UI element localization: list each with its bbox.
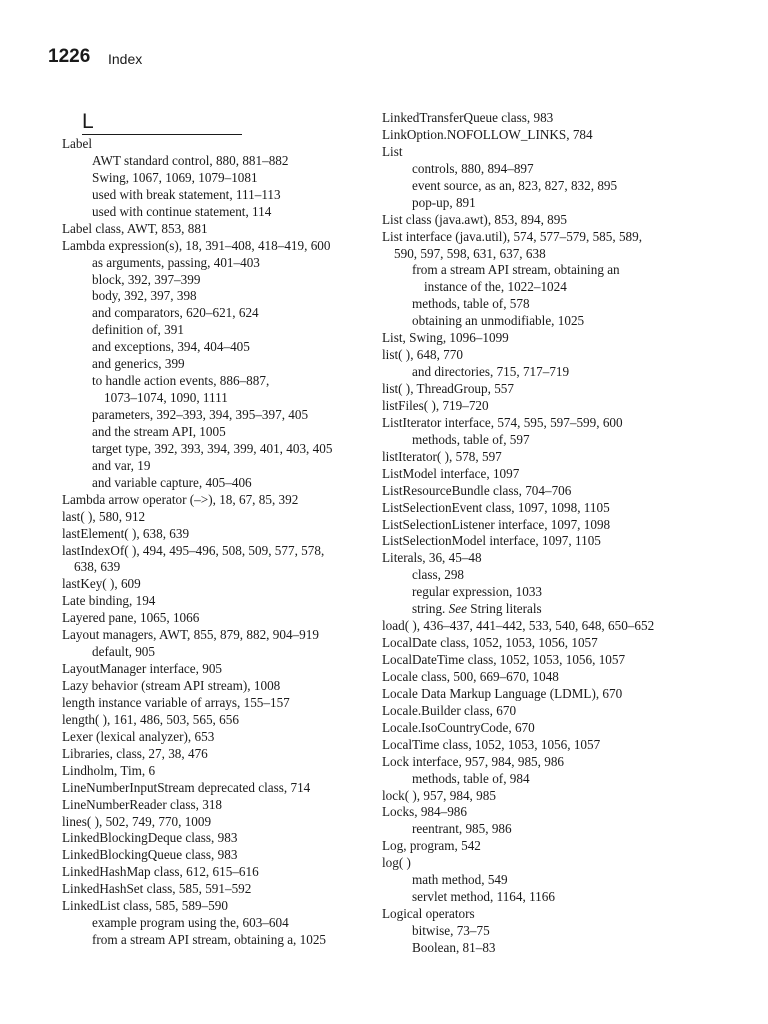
index-entry <box>62 136 362 153</box>
entry-text: Layered pane, 1065, 1066 <box>62 610 200 626</box>
index-entry <box>382 754 712 771</box>
entry-text: example program using the, 603–604 <box>92 915 289 931</box>
entry-text: instance of the, 1022–1024 <box>424 279 567 295</box>
entry-text: ListIterator interface, 574, 595, 597–599, 600 <box>382 414 623 430</box>
entry-text: LinkedBlockingDeque class, 983 <box>62 830 238 846</box>
index-entry <box>62 373 362 390</box>
index-entry <box>62 847 362 864</box>
index-entry <box>62 780 362 797</box>
index-entry <box>382 550 712 567</box>
entry-text: and comparators, 620–621, 624 <box>92 305 259 321</box>
entry-text: to handle action events, 886–887, <box>92 373 270 389</box>
entry-text: Lexer (lexical analyzer), 653 <box>62 728 215 744</box>
entry-text: load( ), 436–437, 441–442, 533, 540, 648, 650–652 <box>382 618 655 634</box>
running-head: Index <box>108 51 143 67</box>
index-entry <box>62 356 362 373</box>
index-entry <box>62 153 362 170</box>
index-entry <box>62 610 362 627</box>
entry-text: 590, 597, 598, 631, 637, 638 <box>394 245 546 261</box>
entry-text: Log, program, 542 <box>382 838 481 854</box>
index-entry <box>382 500 712 517</box>
page-number: 1226 <box>48 46 91 67</box>
entry-text: length( ), 161, 486, 503, 565, 656 <box>62 711 239 727</box>
entry-text: Libraries, class, 27, 38, 476 <box>62 745 208 761</box>
index-entry <box>382 161 712 178</box>
entry-text: LinkedTransferQueue class, 983 <box>382 110 554 125</box>
entry-text: List class (java.awt), 853, 894, 895 <box>382 211 567 227</box>
index-entry <box>62 272 362 289</box>
entry-text: obtaining an unmodifiable, 1025 <box>412 313 585 329</box>
index-entry <box>62 255 362 272</box>
index-entry <box>382 788 712 805</box>
index-entry <box>62 576 362 593</box>
index-entry <box>62 915 362 932</box>
index-entry <box>382 364 712 381</box>
entry-text: LinkOption.NOFOLLOW_LINKS, 784 <box>382 126 593 142</box>
entry-text: from a stream API stream, obtaining an <box>412 262 620 278</box>
index-entry <box>382 618 712 635</box>
index-entry <box>382 567 712 584</box>
index-entry <box>382 517 712 534</box>
entry-text: ListSelectionListener interface, 1097, 1098 <box>382 516 611 532</box>
index-entry <box>62 644 362 661</box>
entry-text: listIterator( ), 578, 597 <box>382 448 502 464</box>
index-entry <box>62 441 362 458</box>
index-entry <box>382 313 712 330</box>
index-entry <box>62 170 362 187</box>
entry-text: log( ) <box>382 855 411 871</box>
index-entry <box>382 110 712 127</box>
index-entry <box>382 178 712 195</box>
index-entry <box>382 584 712 601</box>
entry-text: Layout managers, AWT, 855, 879, 882, 904–919 <box>62 627 319 643</box>
entry-text: Locale class, 500, 669–670, 1048 <box>382 668 559 684</box>
entry-text: lastKey( ), 609 <box>62 576 141 592</box>
entry-text: Literals, 36, 45–48 <box>382 550 482 566</box>
index-entry <box>382 246 712 263</box>
letter-heading <box>82 110 242 135</box>
entry-text: last( ), 580, 912 <box>62 508 146 524</box>
entry-text: regular expression, 1033 <box>412 584 543 600</box>
index-entry <box>382 838 712 855</box>
index-entry <box>62 712 362 729</box>
left-entry-list <box>62 136 362 949</box>
index-entry <box>382 296 712 313</box>
entry-text: bitwise, 73–75 <box>412 923 490 938</box>
entry-text: parameters, 392–393, 394, 395–397, 405 <box>92 407 309 422</box>
entry-text: and exceptions, 394, 404–405 <box>92 339 250 355</box>
index-entry <box>62 221 362 238</box>
entry-text: Late binding, 194 <box>62 593 156 609</box>
index-entry <box>62 678 362 695</box>
entry-text: lock( ), 957, 984, 985 <box>382 787 496 803</box>
entry-text: default, 905 <box>92 644 155 660</box>
entry-text: and var, 19 <box>92 457 151 473</box>
entry-text: List <box>382 143 403 159</box>
entry-text: used with break statement, 111–113 <box>92 186 281 202</box>
index-entry <box>382 483 712 500</box>
index-entry <box>382 144 712 161</box>
entry-text: math method, 549 <box>412 872 508 888</box>
entry-text: used with continue statement, 114 <box>92 203 272 219</box>
index-entry <box>62 339 362 356</box>
entry-text: LocalDate class, 1052, 1053, 1056, 1057 <box>382 635 598 651</box>
index-entry <box>382 533 712 550</box>
entry-text: ListResourceBundle class, 704–706 <box>382 482 572 498</box>
index-entry <box>382 415 712 432</box>
entry-text: controls, 880, 894–897 <box>412 160 534 176</box>
index-entry <box>62 797 362 814</box>
letter-heading-text: L <box>82 110 94 133</box>
entry-text: definition of, 391 <box>92 322 184 338</box>
index-entry <box>382 262 712 279</box>
entry-text: methods, table of, 984 <box>412 770 530 786</box>
index-entry <box>382 940 712 957</box>
entry-text: methods, table of, 578 <box>412 296 530 312</box>
entry-text: LocalTime class, 1052, 1053, 1056, 1057 <box>382 736 601 752</box>
index-entry <box>382 635 712 652</box>
entry-text: class, 298 <box>412 567 465 583</box>
entry-text: LinkedHashSet class, 585, 591–592 <box>62 881 252 897</box>
entry-text: target type, 392, 393, 394, 399, 401, 403, 405 <box>92 440 333 456</box>
entry-text: from a stream API stream, obtaining a, 1025 <box>92 932 327 948</box>
see-reference-target: String literals <box>470 601 542 617</box>
entry-text: string. <box>412 601 446 617</box>
entry-text: and variable capture, 405–406 <box>92 474 252 490</box>
index-entry <box>62 322 362 339</box>
entry-text: Lindholm, Tim, 6 <box>62 762 156 778</box>
index-entry <box>62 458 362 475</box>
index-entry <box>382 466 712 483</box>
index-entry <box>382 652 712 669</box>
index-entry <box>62 695 362 712</box>
entry-text: pop-up, 891 <box>412 194 476 210</box>
entry-text: event source, as an, 823, 827, 832, 895 <box>412 177 618 193</box>
entry-text: LineNumberInputStream deprecated class, 714 <box>62 779 311 795</box>
index-entry <box>62 288 362 305</box>
index-entry <box>62 559 362 576</box>
index-entry <box>382 601 712 618</box>
index-entry <box>382 381 712 398</box>
entry-text: LocalDateTime class, 1052, 1053, 1056, 1057 <box>382 652 626 667</box>
entry-text: body, 392, 397, 398 <box>92 288 197 304</box>
index-entry <box>62 238 362 255</box>
entry-text: LinkedBlockingQueue class, 983 <box>62 847 238 863</box>
entry-text: reentrant, 985, 986 <box>412 821 512 837</box>
index-entry <box>62 881 362 898</box>
index-entry <box>382 771 712 788</box>
index-entry <box>62 763 362 780</box>
index-entry <box>62 305 362 322</box>
index-entry <box>62 492 362 509</box>
index-entry <box>382 279 712 296</box>
entry-text: length instance variable of arrays, 155–157 <box>62 694 290 710</box>
index-entry <box>62 661 362 678</box>
entry-text: as arguments, passing, 401–403 <box>92 254 260 270</box>
entry-text: and generics, 399 <box>92 356 185 372</box>
entry-text: Logical operators <box>382 906 475 922</box>
index-entry <box>382 906 712 923</box>
entry-text: ListModel interface, 1097 <box>382 465 520 481</box>
index-entry <box>62 424 362 441</box>
entry-text: Label class, AWT, 853, 881 <box>62 220 208 236</box>
index-entry <box>62 593 362 610</box>
index-entry <box>382 821 712 838</box>
index-entry <box>382 449 712 466</box>
index-entry <box>62 729 362 746</box>
entry-text: block, 392, 397–399 <box>92 271 201 287</box>
entry-text: and the stream API, 1005 <box>92 423 226 439</box>
entry-text: methods, table of, 597 <box>412 431 530 447</box>
index-entry <box>382 686 712 703</box>
entry-text: 1073–1074, 1090, 1111 <box>104 390 228 406</box>
index-entry <box>62 407 362 424</box>
entry-text: lastIndexOf( ), 494, 495–496, 508, 509, 577, 578, <box>62 542 325 558</box>
index-entry <box>62 814 362 831</box>
index-entry <box>382 229 712 246</box>
entry-text: lastElement( ), 638, 639 <box>62 525 190 541</box>
index-entry <box>382 855 712 872</box>
index-entry <box>382 212 712 229</box>
entry-text: Lambda arrow operator (–>), 18, 67, 85, 392 <box>62 491 299 507</box>
index-entry <box>62 509 362 526</box>
index-entry <box>382 872 712 889</box>
entry-text: LinkedList class, 585, 589–590 <box>62 898 228 914</box>
entry-text: Swing, 1067, 1069, 1079–1081 <box>92 169 258 185</box>
entry-text: Locale Data Markup Language (LDML), 670 <box>382 685 623 701</box>
entry-text: LayoutManager interface, 905 <box>62 661 223 677</box>
entry-text: ListSelectionEvent class, 1097, 1098, 1105 <box>382 499 610 515</box>
entry-text: Lazy behavior (stream API stream), 1008 <box>62 678 281 693</box>
index-entry <box>382 347 712 364</box>
index-entry <box>382 398 712 415</box>
index-entry <box>382 432 712 449</box>
entry-text: Locks, 984–986 <box>382 804 467 820</box>
index-entry <box>382 923 712 940</box>
index-entry <box>382 195 712 212</box>
entry-text: LinkedHashMap class, 612, 615–616 <box>62 864 259 880</box>
index-entry <box>382 889 712 906</box>
entry-text: Lock interface, 957, 984, 985, 986 <box>382 753 565 769</box>
entry-text: LineNumberReader class, 318 <box>62 796 223 812</box>
index-entry <box>382 669 712 686</box>
entry-text: Locale.Builder class, 670 <box>382 702 517 718</box>
index-entry <box>382 737 712 754</box>
index-entry <box>62 627 362 644</box>
entry-text: ListSelectionModel interface, 1097, 1105 <box>382 533 601 549</box>
entry-text: List, Swing, 1096–1099 <box>382 330 509 346</box>
index-entry <box>62 898 362 915</box>
index-entry <box>382 703 712 720</box>
index-entry <box>382 330 712 347</box>
index-entry <box>62 746 362 763</box>
entry-text: list( ), ThreadGroup, 557 <box>382 381 514 396</box>
entry-text: Label <box>62 136 93 151</box>
index-entry <box>62 526 362 543</box>
index-entry <box>62 390 362 407</box>
entry-text: list( ), 648, 770 <box>382 347 463 363</box>
entry-text: AWT standard control, 880, 881–882 <box>92 152 289 168</box>
right-entry-list <box>382 110 712 957</box>
see-reference-label: See <box>448 601 467 617</box>
index-entry <box>62 830 362 847</box>
entry-text: List interface (java.util), 574, 577–579, 585, 589, <box>382 228 643 244</box>
entry-text: and directories, 715, 717–719 <box>412 364 570 380</box>
index-entry <box>62 543 362 560</box>
entry-text: Boolean, 81–83 <box>412 939 496 955</box>
entry-text: Locale.IsoCountryCode, 670 <box>382 719 535 735</box>
index-entry <box>382 804 712 821</box>
index-entry <box>62 932 362 949</box>
entry-text: Lambda expression(s), 18, 391–408, 418–419, 600 <box>62 237 331 253</box>
index-entry <box>62 204 362 221</box>
entry-text: lines( ), 502, 749, 770, 1009 <box>62 813 212 829</box>
index-entry <box>62 475 362 492</box>
index-entry <box>382 127 712 144</box>
entry-text: listFiles( ), 719–720 <box>382 397 489 413</box>
entry-text: servlet method, 1164, 1166 <box>412 889 555 905</box>
index-entry <box>382 720 712 737</box>
index-entry <box>62 864 362 881</box>
index-entry <box>62 187 362 204</box>
entry-text: 638, 639 <box>74 559 121 575</box>
